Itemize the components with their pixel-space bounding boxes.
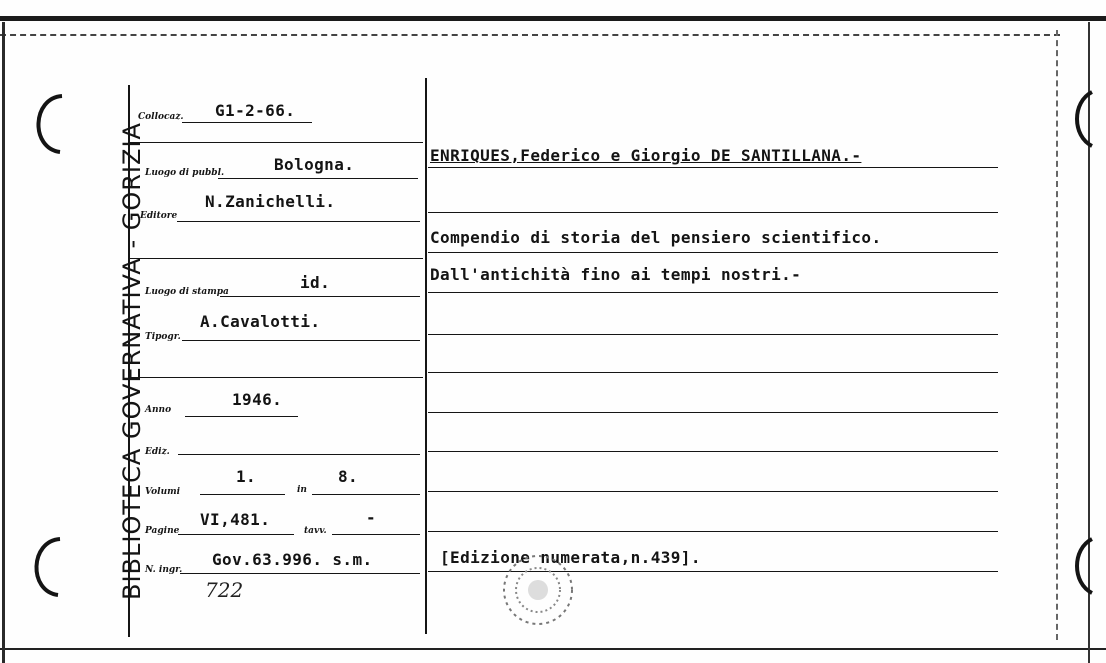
- anno-line: [185, 416, 298, 417]
- collocazione-label: Collocaz.: [138, 112, 184, 122]
- handwritten-number: 722: [205, 578, 244, 602]
- in-line: [312, 494, 420, 495]
- in-label: in: [297, 485, 307, 495]
- edition-note: [Edizione numerata,n.439].: [440, 548, 701, 567]
- right-rule-3: [428, 252, 998, 253]
- title-line: Compendio di storia del pensiero scientifico.: [430, 228, 882, 247]
- luogo-stampa-line: [220, 296, 420, 297]
- ediz-label: Ediz.: [145, 447, 170, 457]
- binder-hole-bottom-left: [20, 535, 64, 599]
- right-rule-9: [428, 491, 998, 492]
- left-separator-3: [130, 377, 423, 378]
- n-ingr-value: Gov.63.996. s.m.: [212, 550, 373, 569]
- luogo-pubbl-value: Bologna.: [274, 155, 355, 174]
- in-value: 8.: [338, 467, 359, 486]
- ediz-line: [178, 454, 420, 455]
- library-stamp: [496, 548, 580, 632]
- center-divider-line: [425, 78, 427, 634]
- card-bottom-edge: [0, 648, 1106, 650]
- right-rule-5: [428, 334, 998, 335]
- binder-hole-bottom-right: [1066, 535, 1096, 599]
- right-rule-10: [428, 531, 998, 532]
- luogo-pubbl-label: Luogo di pubbl.: [145, 168, 225, 178]
- binder-hole-top-right: [1066, 88, 1096, 152]
- collocazione-value: G1-2-66.: [215, 101, 296, 120]
- tavole-line: [332, 534, 420, 535]
- binder-hole-top-left: [22, 92, 66, 156]
- right-rule-4: [428, 292, 998, 293]
- left-frame-line: [128, 85, 130, 637]
- luogo-pubbl-line: [218, 178, 418, 179]
- right-rule-8: [428, 451, 998, 452]
- pagine-label: Pagine: [145, 526, 180, 536]
- pagine-value: VI,481.: [200, 510, 271, 529]
- right-rule-6: [428, 372, 998, 373]
- volumi-line: [200, 494, 285, 495]
- card-top-edge: [0, 16, 1106, 21]
- n-ingr-label: N. ingr.: [145, 565, 183, 575]
- tavole-label: tavv.: [304, 526, 327, 536]
- tavole-value: -: [366, 508, 377, 527]
- left-separator-2: [130, 258, 423, 259]
- card-top-dashed-edge: [0, 34, 1060, 36]
- author-line: ENRIQUES,Federico e Giorgio DE SANTILLANA.-: [430, 146, 862, 165]
- anno-label: Anno: [145, 405, 172, 415]
- luogo-stampa-label: Luogo di stampa: [145, 287, 229, 297]
- card-right-dashed-edge: [1056, 30, 1058, 640]
- right-rule-7: [428, 412, 998, 413]
- right-rule-2: [428, 212, 998, 213]
- n-ingr-line: [180, 573, 420, 574]
- tipogr-line: [182, 340, 420, 341]
- pagine-line: [178, 534, 294, 535]
- subtitle-line: Dall'antichità fino ai tempi nostri.-: [430, 265, 802, 284]
- editore-line: [177, 221, 420, 222]
- volumi-value: 1.: [236, 467, 257, 486]
- library-vertical-title: BIBLIOTECA GOVERNATIVA - GORIZIA: [118, 122, 146, 600]
- card-left-edge: [2, 22, 5, 663]
- editore-value: N.Zanichelli.: [205, 192, 336, 211]
- left-separator-1: [130, 142, 423, 143]
- luogo-stampa-value: id.: [300, 273, 331, 292]
- collocazione-line: [182, 122, 312, 123]
- anno-value: 1946.: [232, 390, 283, 409]
- editore-label: Editore: [140, 211, 178, 221]
- volumi-label: Volumi: [145, 487, 181, 497]
- tipogr-value: A.Cavalotti.: [200, 312, 321, 331]
- right-rule-1: [428, 167, 998, 168]
- tipogr-label: Tipogr.: [145, 332, 181, 342]
